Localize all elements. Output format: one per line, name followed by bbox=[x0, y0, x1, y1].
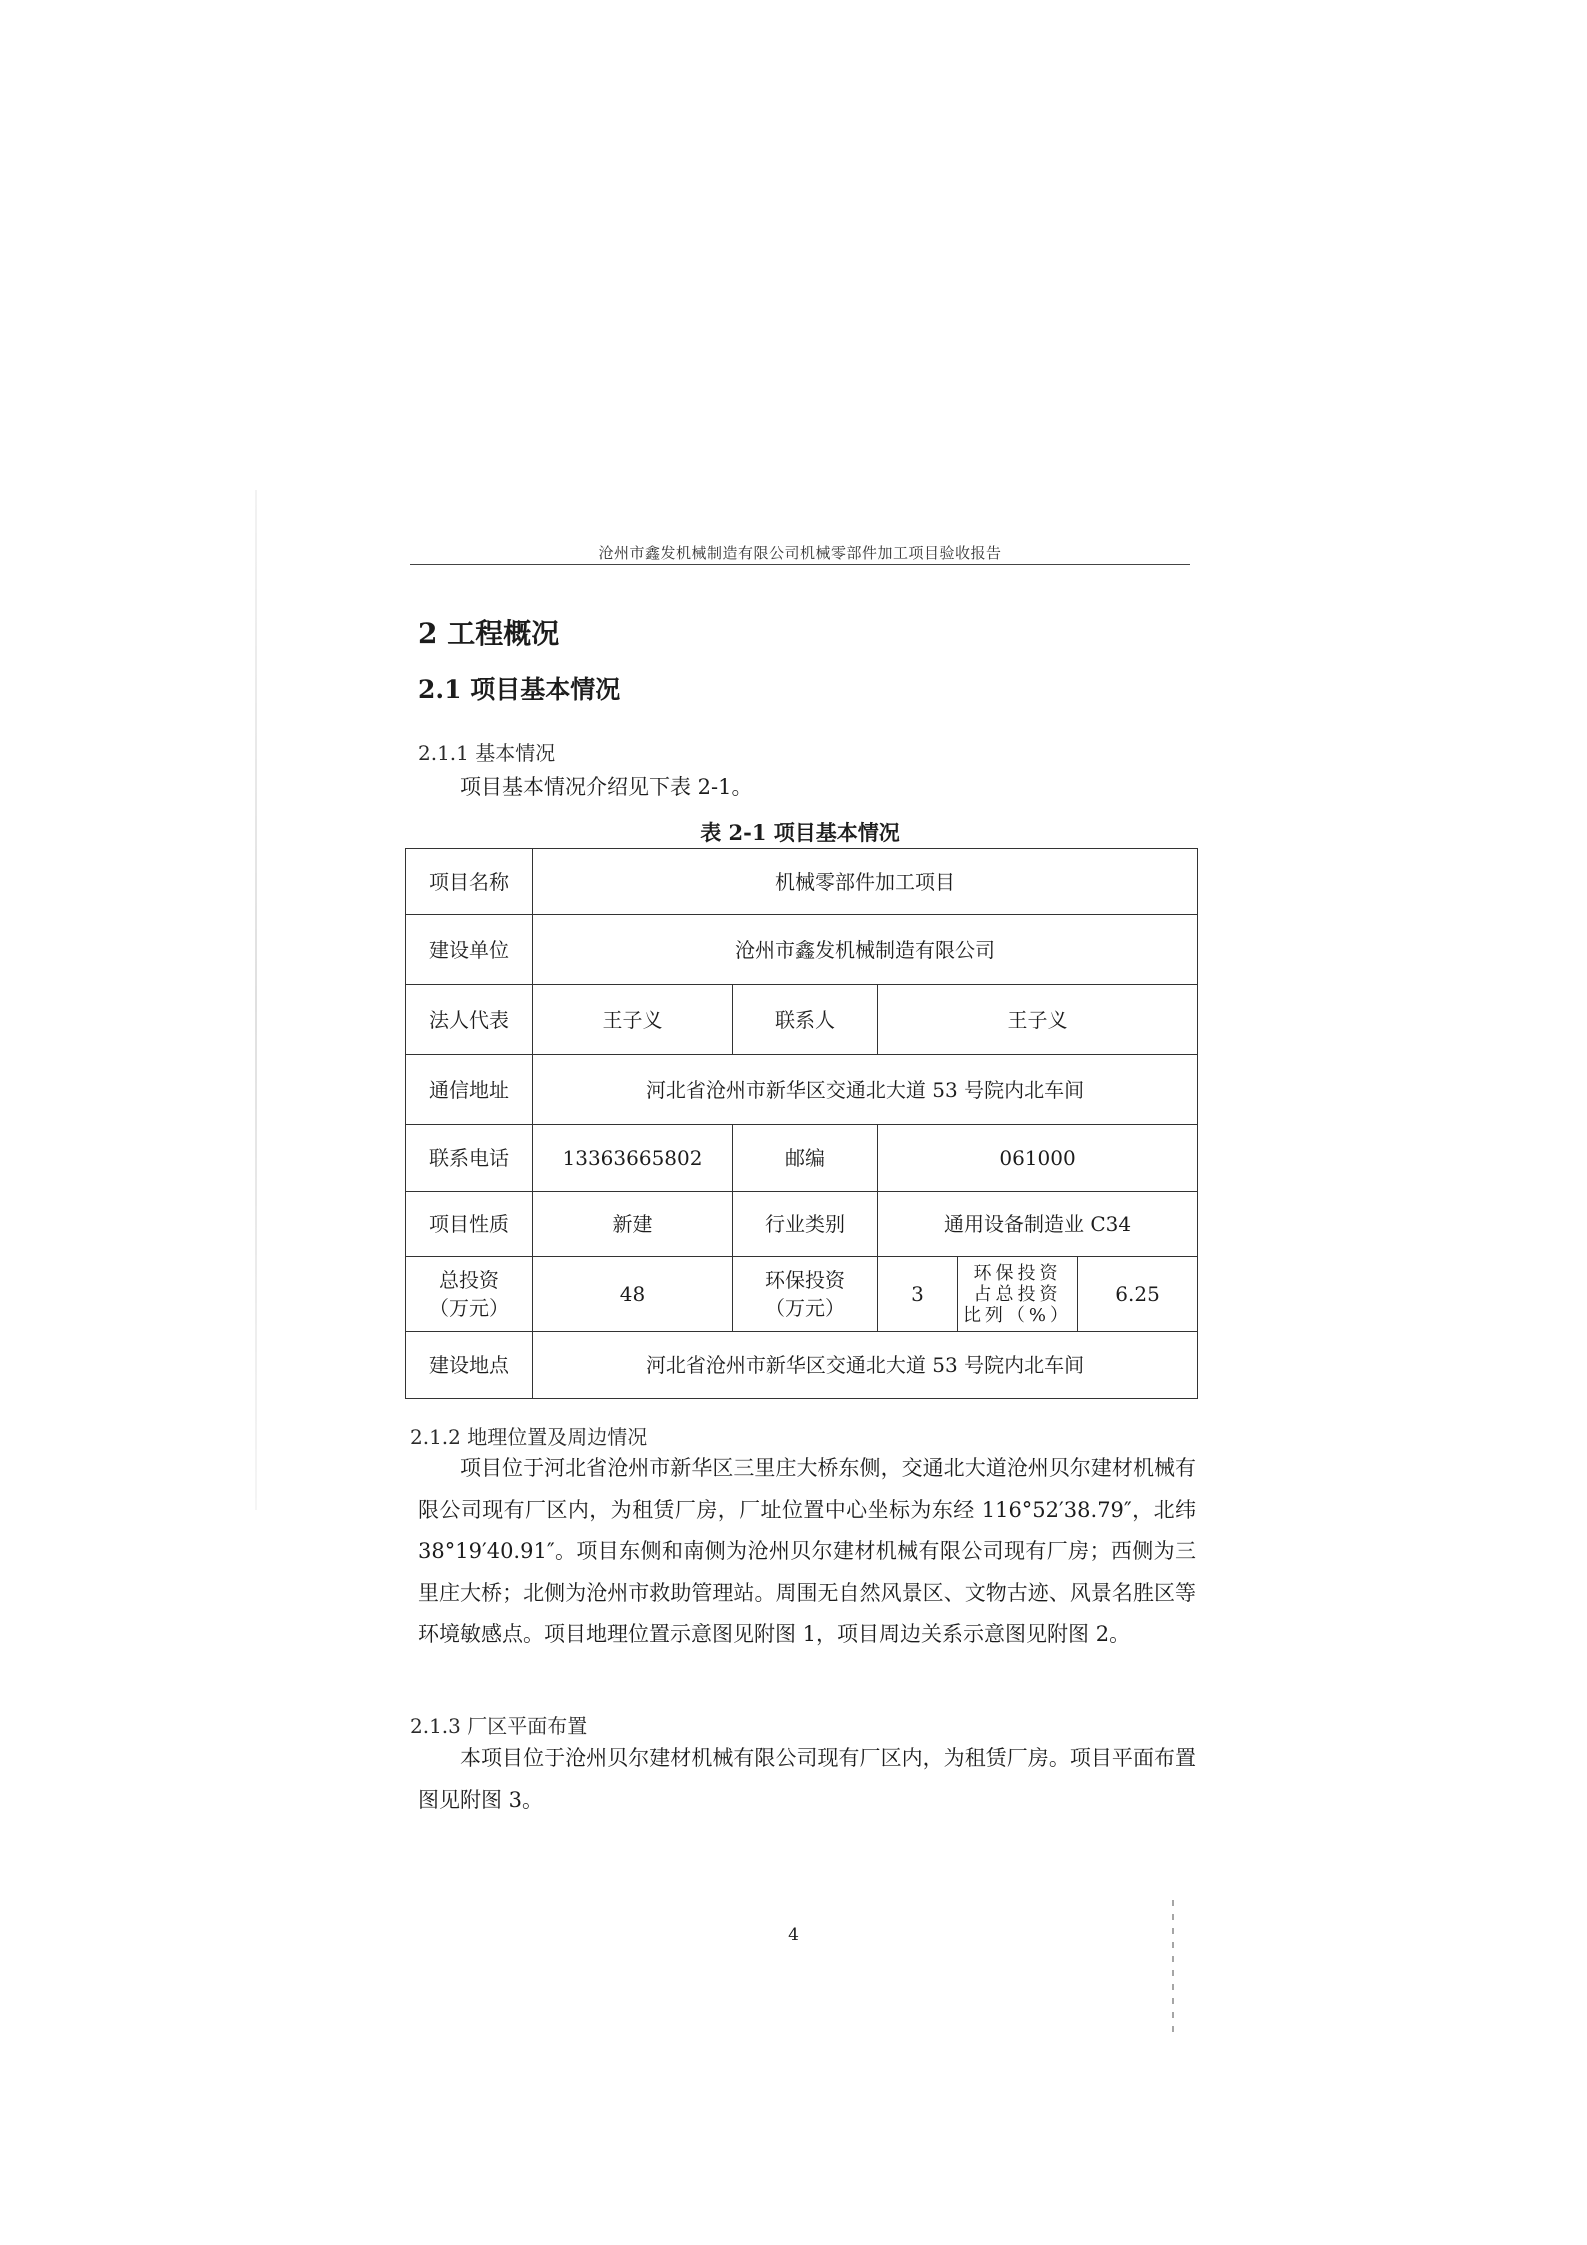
table-label-cell: 邮编 bbox=[733, 1125, 878, 1192]
intro-paragraph: 项目基本情况介绍见下表 2-1。 bbox=[460, 775, 753, 799]
table-value-cell: 48 bbox=[533, 1257, 733, 1332]
table-value-cell: 3 bbox=[878, 1257, 958, 1332]
table-row bbox=[406, 915, 1198, 985]
running-header: 沧州市鑫发机械制造有限公司机械零部件加工项目验收报告 bbox=[598, 544, 1002, 562]
table-value-cell: 河北省沧州市新华区交通北大道 53 号院内北车间 bbox=[533, 1055, 1198, 1125]
table-value-cell: 新建 bbox=[533, 1192, 733, 1257]
table-row bbox=[406, 849, 1198, 915]
ratio-label-line1: 环保投资 bbox=[973, 1262, 1062, 1284]
table-row bbox=[406, 1055, 1198, 1125]
total-invest-label-line1: 总投资 bbox=[439, 1268, 499, 1292]
scan-shadow-left bbox=[255, 490, 257, 1510]
table-label-cell: 法人代表 bbox=[406, 985, 533, 1055]
total-invest-label-line2: （万元） bbox=[429, 1296, 509, 1320]
table-label-cell bbox=[406, 1257, 533, 1332]
table-label-cell: 项目名称 bbox=[406, 849, 533, 915]
table-label-cell: 建设地点 bbox=[406, 1332, 533, 1399]
scan-shadow-right bbox=[1172, 1900, 1174, 2040]
chapter-title: 2 工程概况 bbox=[418, 617, 560, 650]
header-rule bbox=[410, 564, 1190, 565]
table-value-cell: 王子义 bbox=[533, 985, 733, 1055]
table-value-cell: 6.25 bbox=[1078, 1257, 1198, 1332]
env-invest-label-line2: （万元） bbox=[765, 1296, 845, 1320]
table-value-cell: 河北省沧州市新华区交通北大道 53 号院内北车间 bbox=[533, 1332, 1198, 1399]
table-row bbox=[406, 1257, 1198, 1332]
table-value-cell: 13363665802 bbox=[533, 1125, 733, 1192]
table-value-cell: 通用设备制造业 C34 bbox=[878, 1192, 1198, 1257]
table-label-cell: 建设单位 bbox=[406, 915, 533, 985]
table-value-cell: 061000 bbox=[878, 1125, 1198, 1192]
table-label-cell bbox=[733, 1257, 878, 1332]
table-label-cell bbox=[958, 1257, 1078, 1332]
table-label-cell: 项目性质 bbox=[406, 1192, 533, 1257]
table-caption: 表 2-1 项目基本情况 bbox=[700, 820, 900, 845]
ratio-label-line2: 占总投资 bbox=[973, 1283, 1062, 1305]
table-row bbox=[406, 985, 1198, 1055]
page-number: 4 bbox=[788, 1925, 799, 1945]
table-label-cell: 通信地址 bbox=[406, 1055, 533, 1125]
layout-paragraph: 本项目位于沧州贝尔建材机械有限公司现有厂区内，为租赁厂房。项目平面布置图见附图 3。 bbox=[418, 1746, 1196, 1812]
table-label-cell: 行业类别 bbox=[733, 1192, 878, 1257]
table-value-cell: 机械零部件加工项目 bbox=[533, 849, 1198, 915]
table-label-cell: 联系人 bbox=[733, 985, 878, 1055]
table-value-cell: 沧州市鑫发机械制造有限公司 bbox=[533, 915, 1198, 985]
subsection-basic-title: 2.1.1 基本情况 bbox=[418, 741, 556, 765]
subsection-geo-title: 2.1.2 地理位置及周边情况 bbox=[410, 1425, 648, 1449]
table-label-cell: 联系电话 bbox=[406, 1125, 533, 1192]
section-title: 2.1 项目基本情况 bbox=[418, 675, 621, 704]
project-info-table bbox=[405, 848, 1198, 1399]
env-invest-label-line1: 环保投资 bbox=[765, 1268, 845, 1292]
ratio-label-line3: 比列（%） bbox=[962, 1304, 1073, 1326]
table-row bbox=[406, 1125, 1198, 1192]
subsection-layout-title: 2.1.3 厂区平面布置 bbox=[410, 1714, 588, 1738]
table-row bbox=[406, 1332, 1198, 1399]
table-row bbox=[406, 1192, 1198, 1257]
geo-paragraph: 项目位于河北省沧州市新华区三里庄大桥东侧，交通北大道沧州贝尔建材机械有限公司现有厂区内，为租赁厂房，厂址位置中心坐标为东经 116°52′38.79″，北纬 38°19′40.91″。项目东侧和南侧为沧州贝尔建材机械有限公司现有厂房；西侧为三里庄大桥；北侧为沧州市救助管理站。周围无自然风景区、文物古迹、风景名胜区等环境敏感点。项目地理位置示意图见附图 1，项目周边关系示意图见附图 2。 bbox=[418, 1456, 1196, 1646]
table-value-cell: 王子义 bbox=[878, 985, 1198, 1055]
